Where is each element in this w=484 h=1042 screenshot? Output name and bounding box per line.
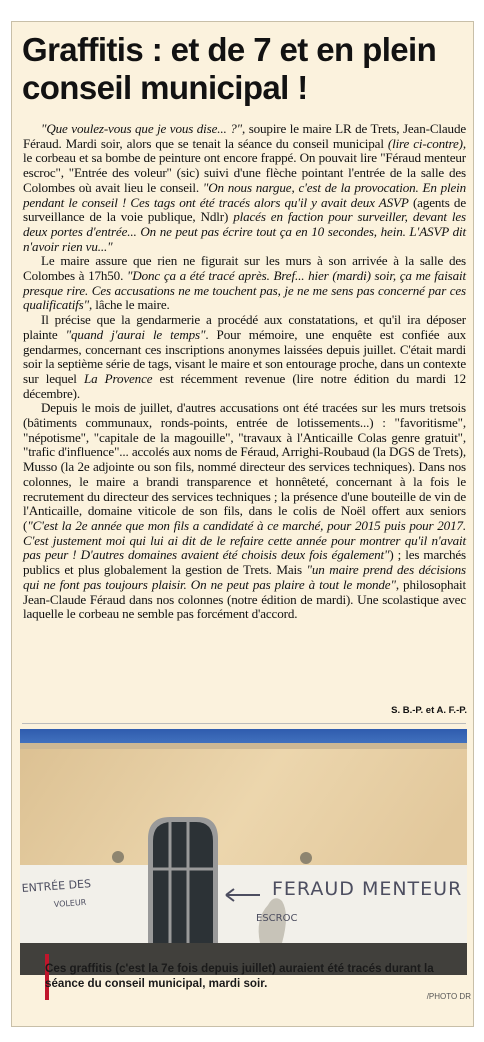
- byline: S. B.-P. et A. F.-P.: [391, 705, 467, 716]
- quote-run: "C'est la 2e année que mon fils a candidaté à ce marché, pour 2015 puis pour 2017. C'est justement moi qui lui ai dit de le refaire cette année pour montrer qu'il n'avait pas peur ! D'autres domaines avaient été choisis deux fois également": [23, 517, 466, 563]
- text-run: est récemment revenue (lire notre édition du mardi 12 décembre).: [23, 370, 466, 401]
- quote-run: La Provence: [83, 370, 153, 386]
- quote-run: "Donc ça a été tracé après. Bref... hier (mardi) soir, ça me faisait presque rire. Ces accusations ne me touchent pas, je ne me sens pas concerné par ces qualificatifs": [23, 268, 466, 313]
- photo: [20, 729, 467, 975]
- quote-run: "quand j'aurai le temps": [65, 326, 206, 342]
- paragraph-2: [23, 254, 466, 313]
- quote-run: "On nous nargue, c'est de la provocation. En plein pendant le conseil ! Ces tags ont été tracés alors qu'il y avait deux ASVP: [23, 179, 466, 210]
- text-run: ) ; les marchés publics et plus globalement la gestion de Trets. Mais: [23, 547, 466, 578]
- text-run: . Pour mémoire, une enquête est confiée aux gendarmes, concernant ces inscriptions anonymes laissées depuis juillet. C'était mardi soir la septième série de tags, visant le maire et son entourage proche, dans un contexte sur lequel: [23, 326, 466, 386]
- quote-run: "un maire prend des décisions qui ne font pas toujours plaisir. On ne peut pas plaire à tout le monde": [23, 562, 466, 592]
- text-run: (agents de surveillance de la voie publique, Ndlr): [23, 194, 466, 225]
- wall-lamp-right: [300, 852, 312, 864]
- graffiti-left-line1: ENTRÉE DES: [21, 877, 92, 895]
- photo-scene: [20, 729, 467, 975]
- graffiti-left-line2: VOLEUR: [53, 897, 87, 909]
- text-run: , philosophait Jean-Claude Féraud dans nos colonnes (notre édition de mardi). Une scolastique avec laquelle le corbeau ne semble pas forcément d'accord.: [23, 576, 467, 622]
- headline: Graffitis : et de 7 et en plein conseil municipal !: [22, 31, 437, 106]
- article-body: [23, 122, 466, 622]
- quote-run: (lire ci-contre): [387, 135, 463, 151]
- text-run: , soupire le maire LR de Trets, Jean-Claude Féraud. Mardi soir, alors que se tenait la séance du conseil municipal: [23, 121, 467, 151]
- quote-run: "Que voulez-vous que je vous dise... ?": [41, 121, 242, 136]
- paragraph-4: [23, 401, 466, 622]
- text-run: Le maire assure que rien ne figurait sur les murs à son arrivée à la salle des Colombes à 17h50.: [23, 253, 466, 284]
- graffiti-main: FERAUD MENTEUR: [272, 878, 463, 900]
- wall-lamp-left: [112, 851, 124, 863]
- paragraph-3: [23, 313, 466, 401]
- text-run: Il précise que la gendarmerie a procédé aux constatations, et qu'il ira déposer plainte: [23, 312, 466, 342]
- text-run: , le corbeau et sa bombe de peinture ont encore frappé. On pouvait lire "Féraud menteur escroc", "Entrée des voleur" (sic) suivi d'une flèche pointant l'entrée de la salle des Colombes où avait lieu le conseil.: [23, 135, 466, 195]
- photo-credit: /PHOTO DR: [426, 992, 471, 1001]
- roof-trim: [20, 743, 467, 749]
- quote-run: placés en faction pour surveiller, devant les deux portes d'entrée... On ne peut pas écrire tout ça en 10 secondes, hein. L'ASVP dit n'avoir rien vu...": [23, 209, 466, 254]
- photo-caption: Ces graffitis (c'est la 7e fois depuis juillet) auraient été tracés durant la séance du conseil municipal, mardi soir.: [45, 962, 434, 990]
- paragraph-1: [23, 122, 466, 254]
- article: [11, 21, 474, 1027]
- door-glass: [153, 822, 213, 943]
- divider: [22, 723, 466, 724]
- graffiti-sub: ESCROC: [256, 913, 298, 924]
- text-run: Depuis le mois de juillet, d'autres accusations ont été tracées sur les murs tretsois (bâtiments communaux, ronds-points, entrée de lotissements...) : "favoritisme", "népotisme", "capitale de la magouille", "travaux à l'Anticaille Colas genre gratuit", "trafic d'influence"... accolés aux noms de Féraud, Arrighi-Roubaud (la DGS de Trets), Musso (la 2e adjointe ou son fils, nommé directeur des services techniques). Dans nos colonnes, le maire a brandi transparence et honnêteté, concernant à la fois le recrutement du directeur des services techniques ; la présence d'une bouteille de vin de l'Anticaille, domaine viticole de son fils, dans le colis de Noël offert aux seniors (: [23, 400, 466, 533]
- text-run: , lâche le maire.: [88, 297, 170, 313]
